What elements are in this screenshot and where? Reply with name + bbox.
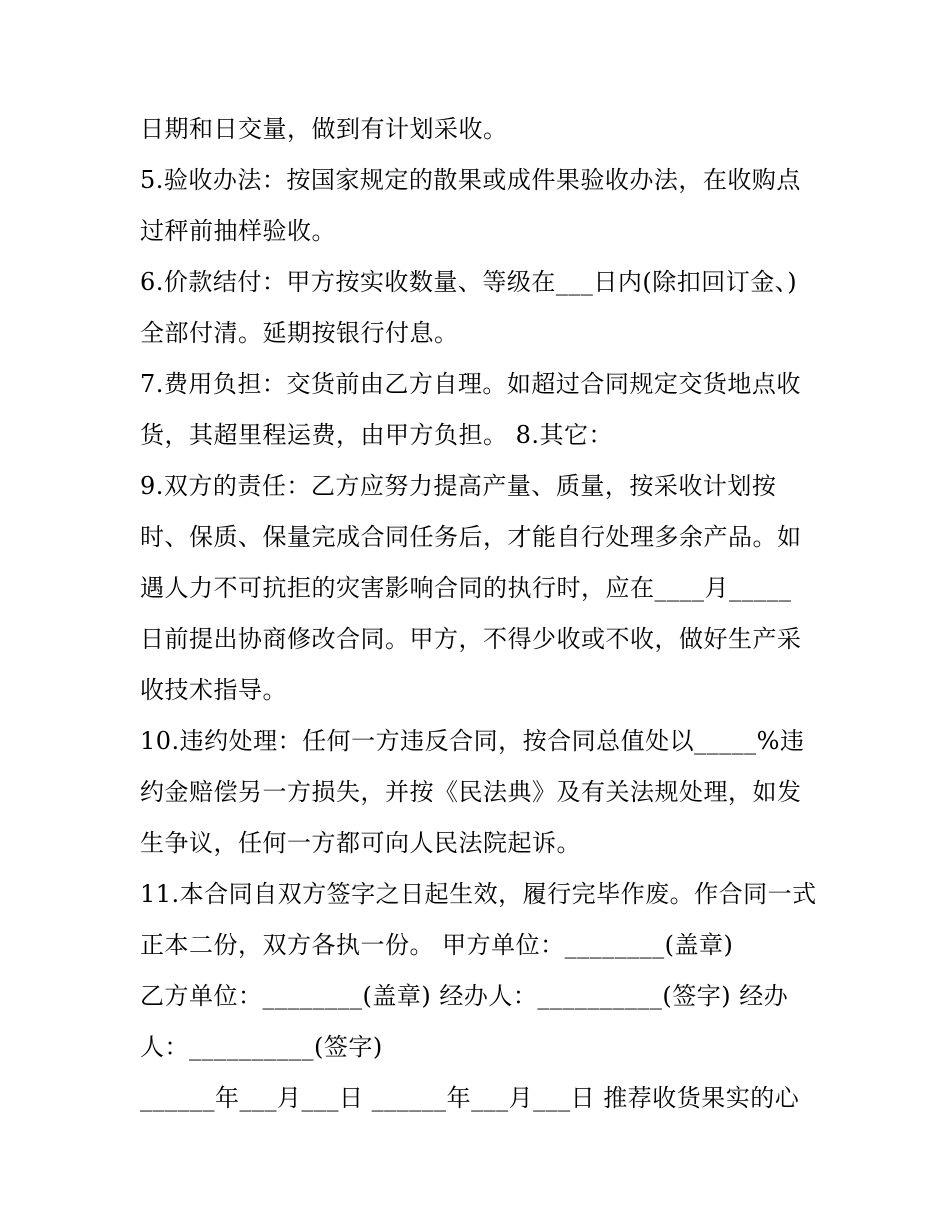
text-line: 遇人力不可抗拒的灾害影响合同的执行时，应在____月_____ (140, 574, 792, 602)
text-line: 11.本合同自双方签字之日起生效，履行完毕作废。作合同一式 (140, 880, 817, 908)
text-line: 收技术指导。 (140, 676, 287, 704)
text-line: 9.双方的责任：乙方应努力提高产量、质量，按采收计划按 (140, 472, 777, 500)
text-line: 5.验收办法：按国家规定的散果或成件果验收办法，在收购点 (140, 166, 801, 194)
text-line: 生争议，任何一方都可向人民法院起诉。 (140, 829, 581, 857)
text-line: 正本二份，双方各执一份。 甲方单位：________(盖章) (140, 931, 734, 959)
contract-text (140, 104, 820, 1124)
text-line: 人：__________(签字) (140, 1033, 383, 1061)
text-line: 约金赔偿另一方损失，并按《民法典》及有关法规处理，如发 (140, 778, 802, 806)
text-line: 时、保质、保量完成合同任务后，才能自行处理多余产品。如 (140, 523, 802, 551)
text-line: 过秤前抽样验收。 (140, 217, 336, 245)
text-line: 乙方单位：________(盖章) 经办人：__________(签字) 经办 (140, 982, 789, 1010)
text-line: 日期和日交量，做到有计划采收。 (140, 115, 508, 143)
text-line: ______年___月___日 ______年___月___日 推荐收货果实的心 (140, 1084, 800, 1112)
text-line: 6.价款结付：甲方按实收数量、等级在___日内(除扣回订金、) (140, 268, 798, 296)
text-line: 全部付清。延期按银行付息。 (140, 319, 459, 347)
text-line: 货，其超里程运费，由甲方负担。 8.其它： (140, 421, 614, 449)
text-line: 10.违约处理：任何一方违反合同，按合同总值处以_____%违 (140, 727, 805, 755)
text-line: 日前提出协商修改合同。甲方，不得少收或不收，做好生产采 (140, 625, 802, 653)
text-line: 7.费用负担：交货前由乙方自理。如超过合同规定交货地点收 (140, 370, 801, 398)
